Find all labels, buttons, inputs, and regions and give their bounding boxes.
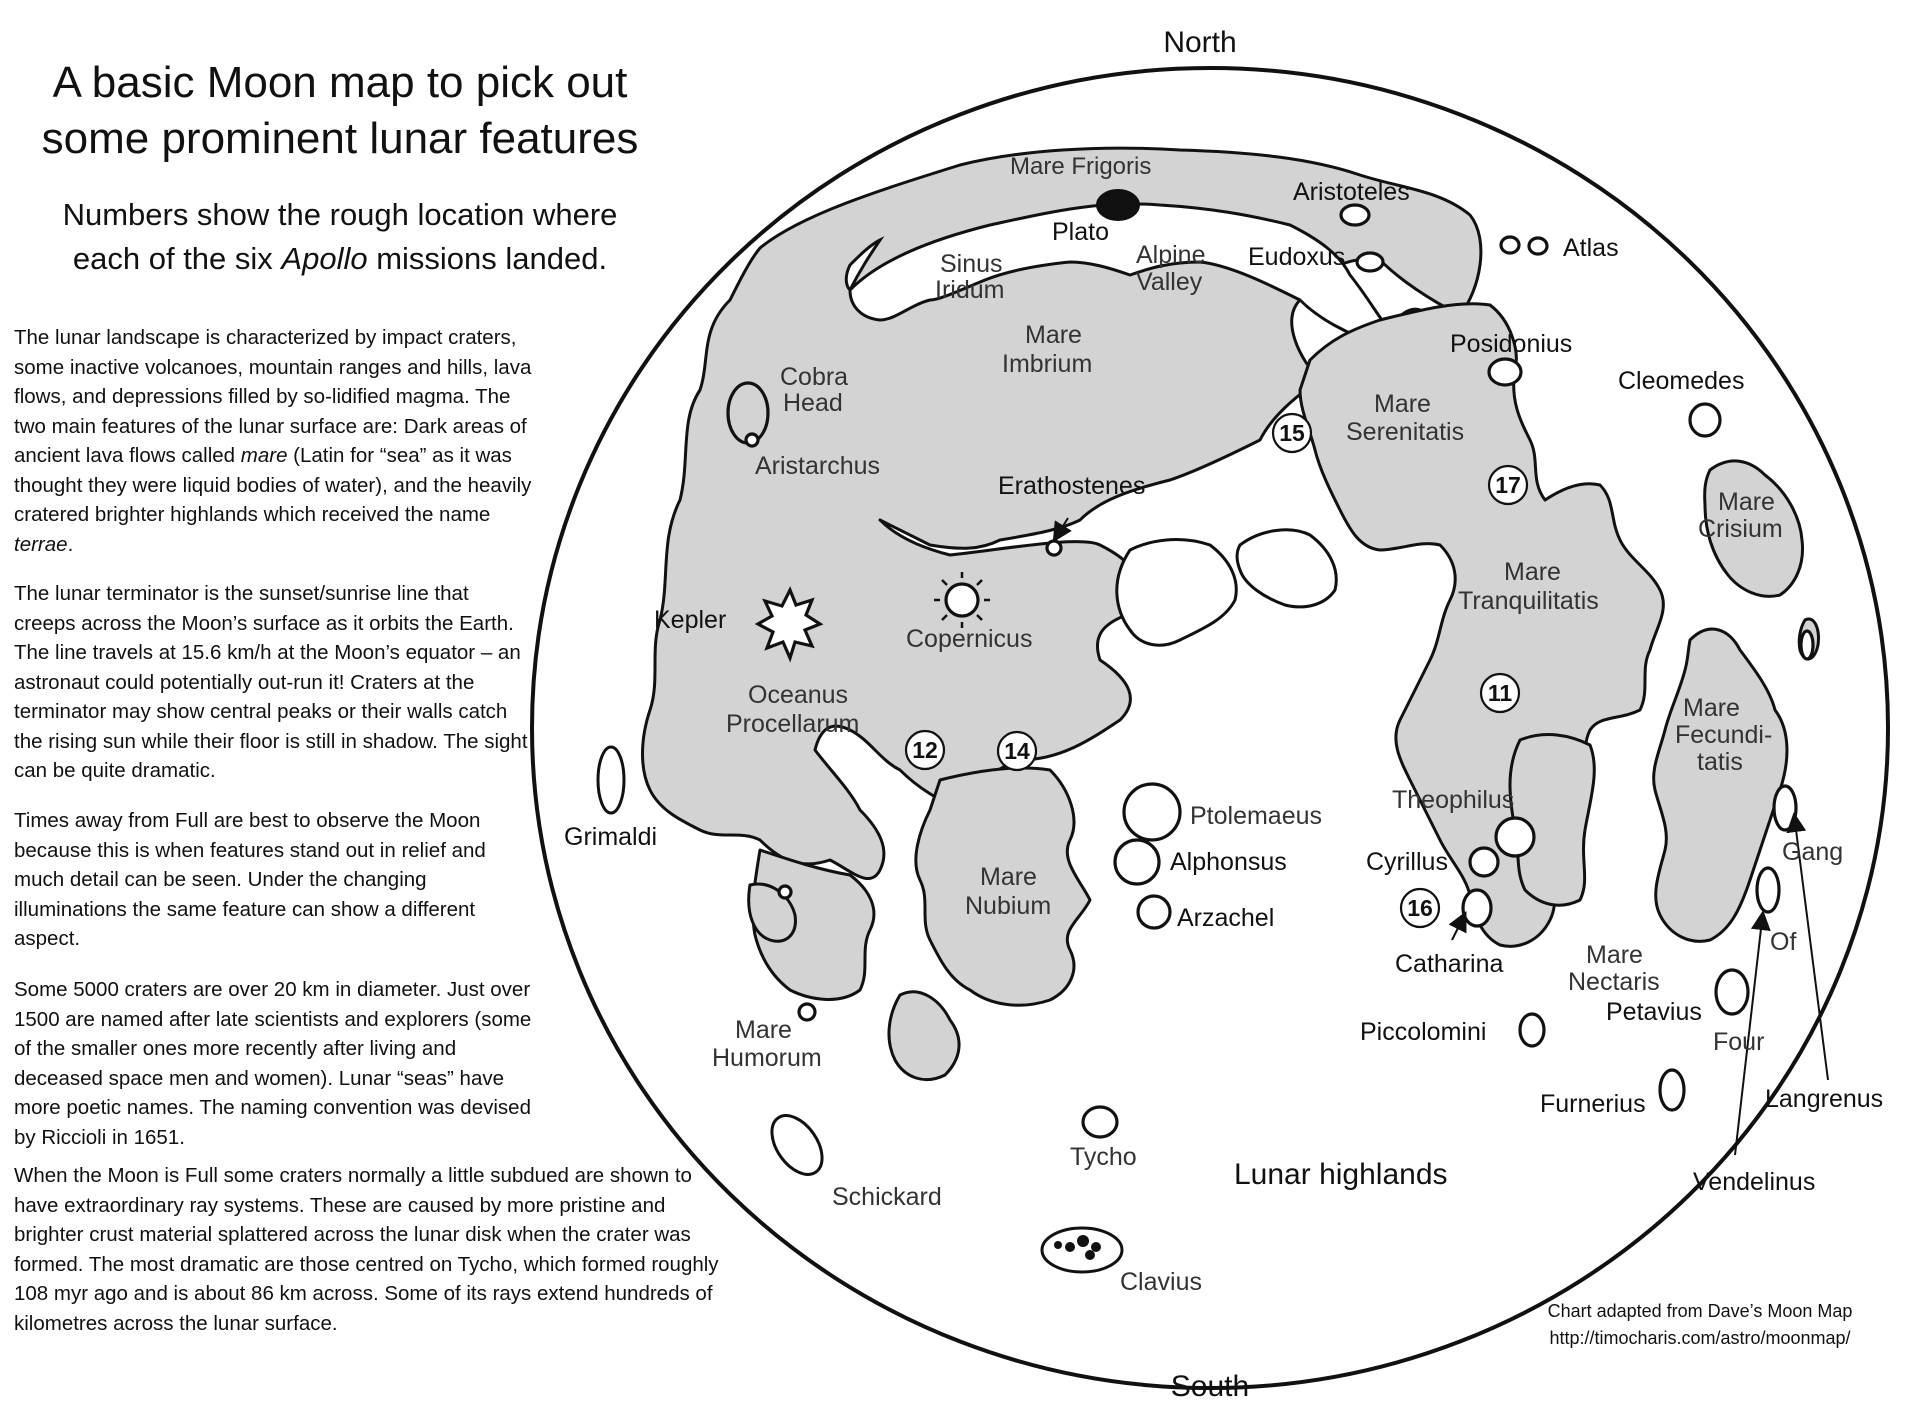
label-mare-serenitatis-1: Mare bbox=[1374, 390, 1431, 418]
catharina-crater bbox=[1463, 890, 1491, 926]
label-mare-fecunditatis-3: tatis bbox=[1697, 748, 1743, 776]
label-mare-nectaris-2: Nectaris bbox=[1568, 968, 1660, 996]
label-gang: Gang bbox=[1782, 838, 1844, 866]
grimaldi-crater bbox=[598, 747, 624, 813]
label-erathostenes: Erathostenes bbox=[998, 472, 1146, 500]
petavius-crater bbox=[1716, 970, 1748, 1014]
subtitle-line-1: Numbers show the rough location where bbox=[62, 197, 618, 232]
subtitle-line-2-pre: each of the six bbox=[72, 241, 282, 276]
label-cyrillus: Cyrillus bbox=[1366, 848, 1448, 876]
paragraph-ray-systems: When the Moon is Full some craters normally a little subdued are shown to have extraordinary ray systems. These are caused by more pristine and brighter crust material splattered across the lunar disk when the crater was formed. The most dramatic are those centred on Tycho, which formed roughly 108 myr ago and is about 86 km across. Some of its rays extend hundreds of kilometres across the lunar surface. bbox=[14, 1164, 719, 1335]
subtitle-apollo: Apollo bbox=[281, 241, 368, 276]
label-sinus-iridum-1: Sinus bbox=[940, 250, 1003, 278]
label-alpine-valley-1: Alpine bbox=[1136, 241, 1206, 269]
label-ptolemaeus: Ptolemaeus bbox=[1190, 802, 1323, 830]
furnerius-crater bbox=[1660, 1070, 1684, 1110]
label-atlas: Atlas bbox=[1563, 234, 1619, 262]
label-arzachel: Arzachel bbox=[1177, 904, 1275, 932]
label-of: Of bbox=[1770, 928, 1797, 956]
p1-em-terrae: terrae bbox=[14, 532, 68, 556]
apollo-14-label: 14 bbox=[1004, 738, 1030, 764]
label-eudoxus: Eudoxus bbox=[1248, 243, 1346, 271]
label-grimaldi: Grimaldi bbox=[564, 823, 658, 851]
apollo-17-label: 17 bbox=[1495, 472, 1521, 498]
cyrillus-crater bbox=[1470, 848, 1498, 876]
erathostenes-crater bbox=[1047, 541, 1061, 555]
copernicus-crater bbox=[946, 584, 978, 616]
label-plato: Plato bbox=[1052, 218, 1109, 246]
small-crater-west bbox=[779, 886, 791, 898]
label-schickard: Schickard bbox=[832, 1183, 942, 1211]
label-lunar-highlands: Lunar highlands bbox=[1234, 1158, 1448, 1191]
label-clavius: Clavius bbox=[1120, 1268, 1202, 1296]
label-cobra-head-2: Head bbox=[783, 389, 843, 417]
north-label: North bbox=[1163, 26, 1237, 59]
label-theophilus: Theophilus bbox=[1392, 786, 1515, 814]
label-furnerius: Furnerius bbox=[1540, 1090, 1646, 1118]
label-mare-fecunditatis-1: Mare bbox=[1683, 694, 1740, 722]
label-oceanus-1: Oceanus bbox=[748, 681, 849, 709]
atlas-crater-1 bbox=[1501, 237, 1519, 253]
piccolomini-crater bbox=[1520, 1014, 1544, 1046]
label-catharina: Catharina bbox=[1395, 950, 1504, 978]
atlas-crater-2 bbox=[1529, 238, 1547, 254]
label-mare-imbrium-2: Imbrium bbox=[1002, 350, 1093, 378]
credit-url: http://timocharis.com/astro/moonmap/ bbox=[1549, 1328, 1851, 1348]
gang-crater bbox=[1774, 786, 1796, 830]
label-mare-nectaris-1: Mare bbox=[1586, 941, 1643, 969]
label-sinus-iridum-2: Iridum bbox=[935, 276, 1005, 304]
clavius-crater bbox=[1042, 1228, 1122, 1272]
label-alphonsus: Alphonsus bbox=[1170, 848, 1287, 876]
p1-text-c: . bbox=[67, 532, 74, 556]
label-alpine-valley-2: Valley bbox=[1136, 268, 1203, 296]
apollo-15-label: 15 bbox=[1279, 420, 1305, 446]
apollo-11-label: 11 bbox=[1487, 680, 1513, 706]
label-kepler: Kepler bbox=[654, 606, 727, 634]
label-mare-crisium-2: Crisium bbox=[1698, 515, 1783, 543]
aristoteles-crater bbox=[1341, 205, 1369, 225]
paragraph-naming: Some 5000 craters are over 20 km in diameter. Just over 1500 are named after late scientists and explorers (some of the smaller ones more recently after living and deceased space men and women). Lunar “seas” have more poetic names. The naming convention was devised by Riccioli in 1651. bbox=[14, 978, 532, 1149]
p1-em-mare: mare bbox=[240, 444, 288, 467]
label-posidonius: Posidonius bbox=[1450, 330, 1573, 358]
cleomedes-crater bbox=[1690, 404, 1720, 436]
label-mare-frigoris: Mare Frigoris bbox=[1010, 153, 1152, 180]
title-line-1: A basic Moon map to pick out bbox=[52, 58, 628, 107]
aristarchus-crater bbox=[746, 434, 758, 446]
alphonsus-crater bbox=[1115, 840, 1159, 884]
east-limb-crater bbox=[1801, 631, 1813, 659]
label-piccolomini: Piccolomini bbox=[1360, 1018, 1487, 1046]
label-mare-imbrium-1: Mare bbox=[1025, 321, 1082, 349]
label-aristoteles: Aristoteles bbox=[1293, 178, 1410, 206]
label-copernicus: Copernicus bbox=[906, 625, 1033, 653]
label-mare-serenitatis-2: Serenitatis bbox=[1346, 418, 1465, 446]
paragraph-terminator: The lunar terminator is the sunset/sunrise line that creeps across the Moon’s surface as it orbits the Earth. The line travels at 15.6 km/h at the Moon’s equator – an astronaut could potentially out-run it! Craters at the terminator may show central peaks or their walls catch the rising sun while their floor is still in shadow. The sight can be quite dramatic. bbox=[14, 582, 528, 782]
label-mare-crisium-1: Mare bbox=[1718, 488, 1775, 516]
subtitle-line-2-post: missions landed. bbox=[367, 241, 608, 276]
label-mare-fecunditatis-2: Fecundi- bbox=[1675, 721, 1773, 749]
eudoxus-crater bbox=[1357, 253, 1383, 271]
title-line-2: some prominent lunar features bbox=[41, 114, 639, 163]
ptolemaeus-crater bbox=[1124, 784, 1180, 840]
apollo-12-label: 12 bbox=[912, 737, 938, 763]
label-aristarchus: Aristarchus bbox=[755, 452, 881, 480]
label-cobra-head-1: Cobra bbox=[780, 363, 849, 391]
plato-crater bbox=[1097, 190, 1139, 220]
p1-text-b: (Latin for “sea” as it was thought they were liquid bodies of water), and the heavily cratered brighter highlands which received the name bbox=[14, 444, 532, 526]
label-petavius: Petavius bbox=[1606, 998, 1702, 1026]
label-mare-tranquilitatis-1: Mare bbox=[1504, 558, 1561, 586]
p1-text-a: The lunar landscape is characterized by impact craters, some inactive volcanoes, mountain ranges and hills, lava flows, and depressions filled by so-lidified magma. The two main features of the lunar surface are: Dark areas of ancient lava flows called bbox=[14, 326, 532, 467]
credit-line-1: Chart adapted from Dave’s Moon Map bbox=[1547, 1301, 1853, 1321]
label-mare-nubium-2: Nubium bbox=[965, 892, 1052, 920]
label-oceanus-2: Procellarum bbox=[726, 710, 860, 738]
small-crater-humorum bbox=[799, 1004, 815, 1020]
arzachel-crater bbox=[1138, 896, 1170, 928]
posidonius-crater bbox=[1489, 359, 1521, 385]
label-mare-humorum-2: Humorum bbox=[712, 1044, 822, 1072]
label-four: Four bbox=[1713, 1028, 1765, 1056]
apollo-16-label: 16 bbox=[1407, 895, 1433, 921]
paragraph-observing: Times away from Full are best to observe the Moon because this is when features stand out in relief and much detail can be seen. Under the changing illuminations the same feature can show a different aspect. bbox=[14, 809, 486, 950]
theophilus-crater bbox=[1496, 818, 1534, 856]
label-mare-tranquilitatis-2: Tranquilitatis bbox=[1458, 587, 1599, 615]
south-label: South bbox=[1170, 1370, 1250, 1403]
tycho-crater bbox=[1083, 1107, 1117, 1137]
label-mare-nubium-1: Mare bbox=[980, 863, 1037, 891]
of-crater bbox=[1757, 868, 1779, 912]
label-tycho: Tycho bbox=[1070, 1143, 1137, 1171]
label-langrenus: Langrenus bbox=[1765, 1085, 1884, 1113]
label-vendelinus: Vendelinus bbox=[1693, 1168, 1816, 1196]
label-cleomedes: Cleomedes bbox=[1618, 367, 1745, 395]
label-mare-humorum-1: Mare bbox=[735, 1016, 792, 1044]
